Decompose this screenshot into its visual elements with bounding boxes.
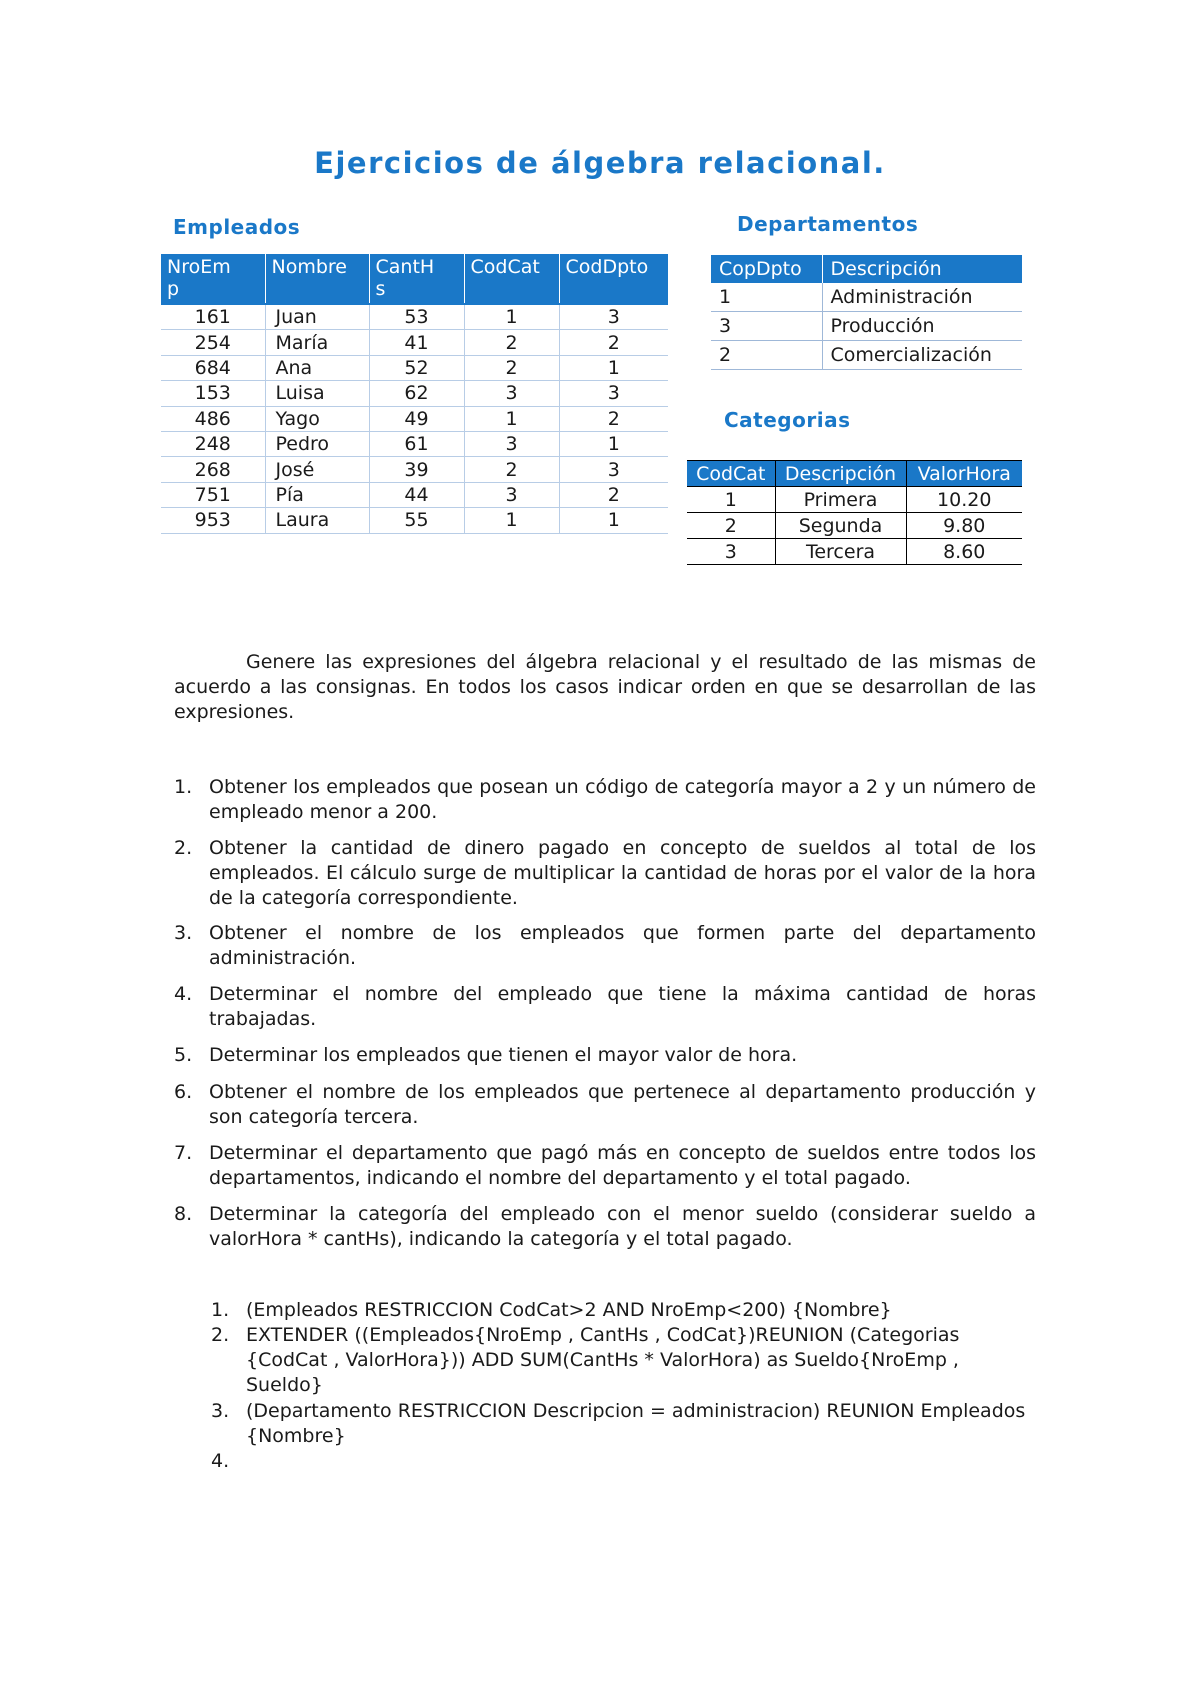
question-text: Determinar la categoría del empleado con el menor sueldo (considerar sueldo a valorHora * cantHs), indicando la categoría y el total pagado. — [209, 1203, 1036, 1250]
question-item — [174, 836, 1036, 911]
categorias-row — [687, 539, 1022, 565]
empleados-row-cell: 3 — [559, 304, 668, 330]
empleados-row-cell: 953 — [161, 508, 265, 533]
answer-number: 1. — [211, 1299, 230, 1321]
empleados-row-cell: 1 — [464, 508, 559, 533]
intro-text: Genere las expresiones del álgebra relacional y el resultado de las mismas de acuerdo a las consignas. En todos los casos indicar orden en que se desarrollan de las expresiones. — [174, 651, 1036, 723]
categorias-header-cell: ValorHora — [906, 461, 1022, 487]
categorias-table — [687, 460, 1022, 565]
categorias-row — [687, 513, 1022, 539]
empleados-row-cell: 61 — [369, 431, 464, 456]
answer-item — [211, 1399, 1031, 1449]
departamentos-header-cell: CopDpto — [711, 255, 822, 283]
departamentos-row-cell: 3 — [711, 312, 822, 341]
empleados-row-cell: Pía — [265, 482, 369, 507]
answer-item — [211, 1298, 1031, 1323]
empleados-row-cell: 2 — [464, 457, 559, 482]
question-text: Obtener el nombre de los empleados que formen parte del departamento administración. — [209, 922, 1036, 969]
empleados-row-cell: 2 — [559, 330, 668, 355]
empleados-row-cell: 684 — [161, 355, 265, 380]
empleados-row-cell: 55 — [369, 508, 464, 533]
categorias-row-cell: 9.80 — [906, 513, 1022, 539]
empleados-row — [161, 406, 668, 431]
empleados-row-cell: 254 — [161, 330, 265, 355]
departamentos-row — [711, 312, 1022, 341]
departamentos-table — [711, 255, 1022, 370]
empleados-table — [161, 254, 668, 534]
empleados-header-cell: CantH s — [369, 254, 464, 304]
empleados-header-cell: Nombre — [265, 254, 369, 304]
answer-text: (Empleados RESTRICCION CodCat>2 AND NroEmp<200) {Nombre} — [246, 1299, 892, 1321]
intro-paragraph — [174, 650, 1036, 725]
categorias-row — [687, 487, 1022, 513]
empleados-row-cell: 44 — [369, 482, 464, 507]
departamentos-header-cell: Descripción — [822, 255, 1022, 283]
empleados-row-cell: 2 — [464, 330, 559, 355]
departamentos-row-cell: Producción — [822, 312, 1022, 341]
empleados-header-cell: CodCat — [464, 254, 559, 304]
question-number: 5. — [174, 1044, 193, 1066]
empleados-row-cell: 53 — [369, 304, 464, 330]
question-number: 6. — [174, 1081, 193, 1103]
categorias-row-cell: 10.20 — [906, 487, 1022, 513]
empleados-row-cell: 49 — [369, 406, 464, 431]
empleados-row-cell: 62 — [369, 381, 464, 406]
empleados-row — [161, 355, 668, 380]
empleados-row-cell: 2 — [559, 406, 668, 431]
empleados-row-cell: 268 — [161, 457, 265, 482]
empleados-row-cell: 751 — [161, 482, 265, 507]
empleados-row-cell: 3 — [464, 431, 559, 456]
empleados-row-cell: María — [265, 330, 369, 355]
departamentos-row — [711, 341, 1022, 370]
answer-text: EXTENDER ((Empleados{NroEmp , CantHs , CodCat})REUNION (Categorias {CodCat , ValorHora})) ADD SUM(CantHs * ValorHora) as Sueldo{NroEmp , Sueldo} — [246, 1324, 960, 1396]
categorias-header-cell: Descripción — [775, 461, 906, 487]
categorias-row-cell: 1 — [687, 487, 775, 513]
empleados-header-cell: CodDpto — [559, 254, 668, 304]
question-item — [174, 1202, 1036, 1252]
empleados-row-cell: Ana — [265, 355, 369, 380]
empleados-row-cell: 52 — [369, 355, 464, 380]
empleados-row-cell: 3 — [559, 381, 668, 406]
empleados-row — [161, 482, 668, 507]
empleados-row-cell: José — [265, 457, 369, 482]
departamentos-row-cell: 1 — [711, 283, 822, 312]
empleados-row — [161, 330, 668, 355]
departamentos-title: Departamentos — [737, 212, 919, 236]
departamentos-row-cell: Comercialización — [822, 341, 1022, 370]
empleados-row — [161, 431, 668, 456]
question-text: Determinar los empleados que tienen el mayor valor de hora. — [209, 1044, 798, 1066]
question-item — [174, 1043, 1036, 1068]
empleados-row-cell: 1 — [559, 355, 668, 380]
empleados-row-cell: 1 — [464, 406, 559, 431]
question-number: 8. — [174, 1203, 193, 1225]
answer-number: 3. — [211, 1400, 230, 1422]
categorias-row-cell: Tercera — [775, 539, 906, 565]
empleados-row-cell: Laura — [265, 508, 369, 533]
empleados-row — [161, 508, 668, 533]
question-number: 4. — [174, 983, 193, 1005]
question-text: Obtener los empleados que posean un código de categoría mayor a 2 y un número de empleado menor a 200. — [209, 776, 1036, 823]
empleados-row-cell: 2 — [559, 482, 668, 507]
empleados-row-cell: Juan — [265, 304, 369, 330]
empleados-row-cell: 3 — [464, 482, 559, 507]
categorias-row-cell: 2 — [687, 513, 775, 539]
question-number: 1. — [174, 776, 193, 798]
empleados-row-cell: Luisa — [265, 381, 369, 406]
empleados-row-cell: 2 — [464, 355, 559, 380]
empleados-row-cell: Yago — [265, 406, 369, 431]
answer-number: 4. — [211, 1450, 230, 1472]
question-number: 7. — [174, 1142, 193, 1164]
question-item — [174, 1141, 1036, 1191]
question-text: Determinar el nombre del empleado que tiene la máxima cantidad de horas trabajadas. — [209, 983, 1036, 1030]
empleados-row-cell: 3 — [464, 381, 559, 406]
empleados-header-cell: NroEm p — [161, 254, 265, 304]
empleados-row — [161, 381, 668, 406]
empleados-row-cell: Pedro — [265, 431, 369, 456]
question-number: 2. — [174, 837, 193, 859]
page-title: Ejercicios de álgebra relacional. — [314, 146, 886, 180]
departamentos-row — [711, 283, 1022, 312]
categorias-row-cell: 8.60 — [906, 539, 1022, 565]
empleados-row — [161, 304, 668, 330]
empleados-row-cell: 161 — [161, 304, 265, 330]
empleados-row-cell: 1 — [559, 431, 668, 456]
departamentos-header-row — [711, 255, 1022, 283]
categorias-title: Categorias — [724, 408, 851, 432]
empleados-row-cell: 248 — [161, 431, 265, 456]
answer-item — [211, 1323, 1031, 1398]
question-item — [174, 921, 1036, 971]
question-number: 3. — [174, 922, 193, 944]
categorias-row-cell: 3 — [687, 539, 775, 565]
departamentos-row-cell: 2 — [711, 341, 822, 370]
question-text: Determinar el departamento que pagó más en concepto de sueldos entre todos los departamentos, indicando el nombre del departamento y el total pagado. — [209, 1142, 1036, 1189]
question-text: Obtener la cantidad de dinero pagado en concepto de sueldos al total de los empleados. El cálculo surge de multiplicar la cantidad de horas por el valor de la hora de la categoría correspondiente. — [209, 837, 1036, 909]
empleados-title: Empleados — [173, 215, 301, 239]
empleados-header-row — [161, 254, 668, 304]
answer-text: (Departamento RESTRICCION Descripcion = administracion) REUNION Empleados {Nombre} — [246, 1400, 1026, 1447]
empleados-row-cell: 3 — [559, 457, 668, 482]
categorias-row-cell: Segunda — [775, 513, 906, 539]
empleados-row-cell: 1 — [464, 304, 559, 330]
empleados-row — [161, 457, 668, 482]
departamentos-row-cell: Administración — [822, 283, 1022, 312]
categorias-header-row — [687, 461, 1022, 487]
categorias-row-cell: Primera — [775, 487, 906, 513]
empleados-row-cell: 41 — [369, 330, 464, 355]
question-item — [174, 1080, 1036, 1130]
question-item — [174, 982, 1036, 1032]
answer-number: 2. — [211, 1324, 230, 1346]
categorias-header-cell: CodCat — [687, 461, 775, 487]
empleados-row-cell: 1 — [559, 508, 668, 533]
empleados-row-cell: 153 — [161, 381, 265, 406]
question-item — [174, 775, 1036, 825]
empleados-row-cell: 486 — [161, 406, 265, 431]
question-text: Obtener el nombre de los empleados que pertenece al departamento producción y son categoría tercera. — [209, 1081, 1036, 1128]
empleados-row-cell: 39 — [369, 457, 464, 482]
